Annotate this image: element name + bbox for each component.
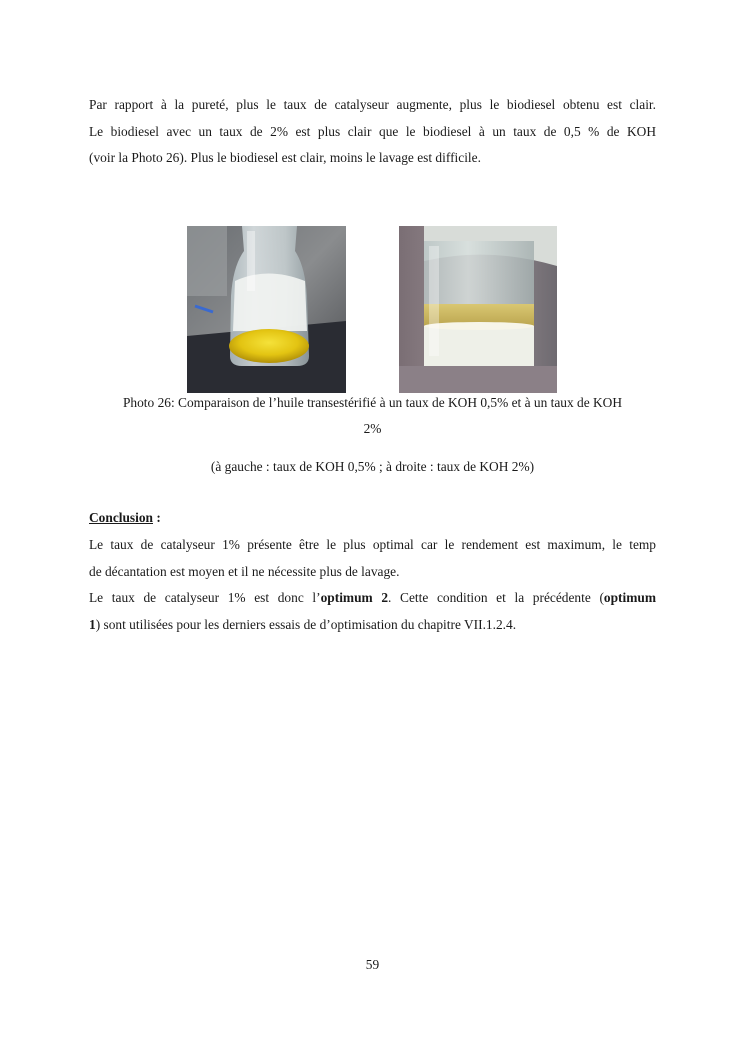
conclusion-heading xyxy=(89,505,161,531)
conclusion-line-2: de décantation est moyen et il ne nécessite plus de lavage. xyxy=(89,563,400,579)
figure-subcaption: (à gauche : taux de KOH 0,5% ; à droite : taux de KOH 2%) xyxy=(210,459,535,474)
caption-line-1: Photo 26: Comparaison de l’huile transestérifié à un taux de KOH 0,5% et à un taux de KOH xyxy=(122,395,623,410)
optimum-2-emphasis: optimum 2 xyxy=(320,590,389,605)
photo-left-koh-0-5 xyxy=(187,226,346,393)
intro-line-1: Par rapport à la pureté, plus le taux de catalyseur augmente, plus le biodiesel obtenu est clair. xyxy=(89,97,656,112)
photo-right-koh-2 xyxy=(399,226,557,393)
optimum-emphasis: optimum xyxy=(603,590,656,605)
conclusion-line-3 xyxy=(89,585,656,612)
conclusion-line-3-after: . Cette condition et la précédente ( xyxy=(388,590,604,605)
conclusion-line-1: Le taux de catalyseur 1% présente être le plus optimal car le rendement est maximum, le temp xyxy=(89,537,656,552)
conclusion-heading-text: Conclusion xyxy=(89,510,153,525)
intro-line-2: Le biodiesel avec un taux de 2% est plus clair que le biodiesel à un taux de 0,5 % de KOH xyxy=(89,123,656,139)
conclusion-heading-colon: : xyxy=(153,510,161,525)
caption-line-2: 2% xyxy=(363,421,382,436)
optimum-1-number: 1 xyxy=(89,616,96,632)
conclusion-line-4 xyxy=(89,612,656,639)
figure-caption xyxy=(89,390,656,442)
conclusion-line-4-after: ) sont utilisées pour les derniers essais de d’optimisation du chapitre VII.1.2.4. xyxy=(95,616,517,632)
intro-paragraph xyxy=(89,92,656,172)
beaker-photo-illustration xyxy=(399,226,557,393)
conclusion-line-3-before: Le taux de catalyseur 1% est donc l’ xyxy=(89,590,321,605)
intro-line-3: (voir la Photo 26). Plus le biodiesel est clair, moins le lavage est difficile. xyxy=(89,150,481,165)
bottle-photo-illustration xyxy=(187,226,346,393)
conclusion-paragraph xyxy=(89,532,656,638)
page-number: 59 xyxy=(365,957,380,972)
